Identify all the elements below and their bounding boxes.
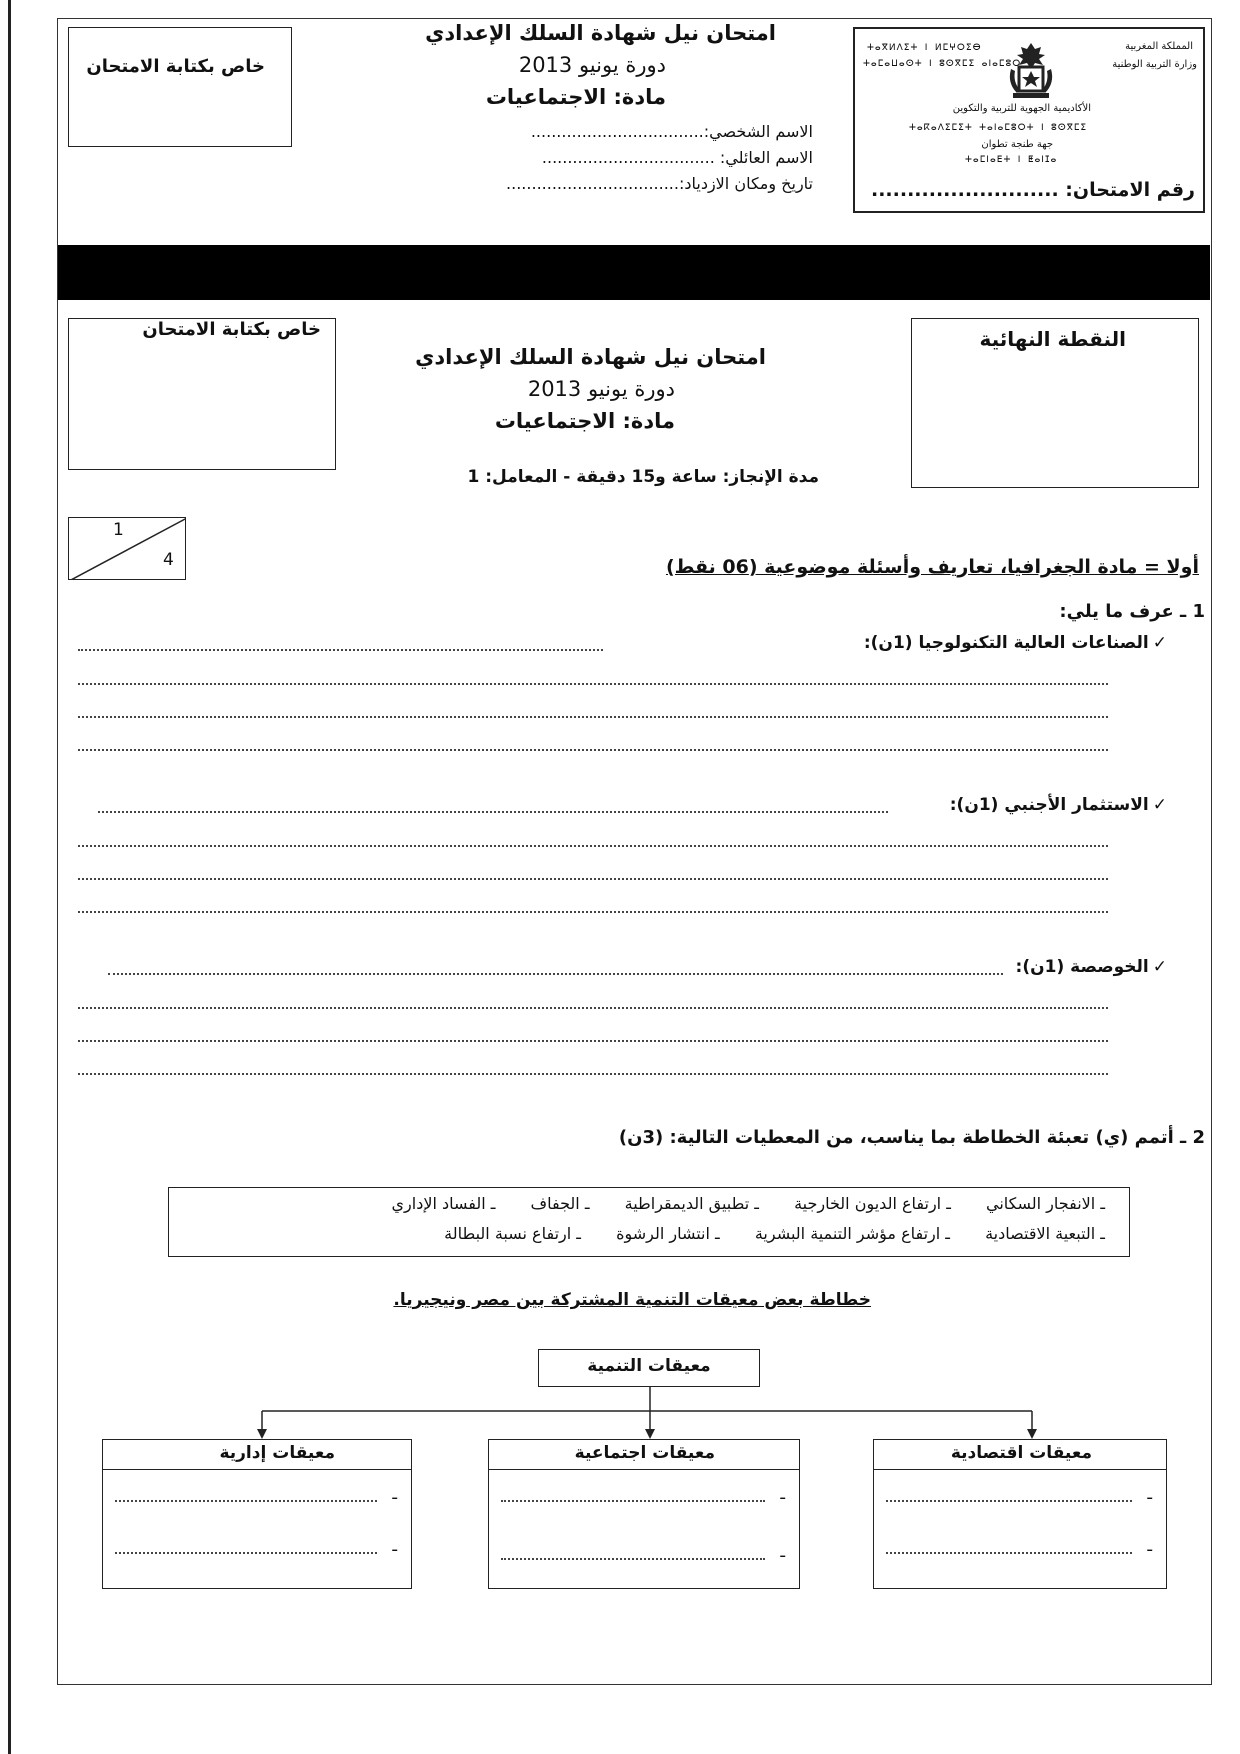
diagram-root-label: معيقات التنمية: [587, 1356, 711, 1376]
question-1-label: 1 ـ عرف ما يلي:: [1059, 601, 1205, 622]
option-item: ـ تطبيق الديمقراطية: [624, 1194, 759, 1213]
page-total: 4: [163, 550, 174, 570]
category-social-label: معيقات اجتماعية: [574, 1443, 715, 1463]
category-answer-line[interactable]: ـ: [886, 1538, 1152, 1558]
exam-subject-top: مادة: الاجتماعيات: [485, 85, 666, 109]
page-current: 1: [113, 520, 124, 540]
exam-subject-second: مادة: الاجتماعيات: [494, 409, 675, 433]
diagram-connectors: [58, 19, 1210, 1686]
exam-session-top: دورة يونيو 2013: [518, 53, 666, 77]
category-economic: [873, 1439, 1167, 1589]
first-name-field[interactable]: الاسم الشخصي:..................................: [530, 122, 813, 141]
option-item: ـ انتشار الرشوة: [616, 1224, 720, 1243]
category-answer-line[interactable]: ـ: [886, 1486, 1152, 1506]
category-answer-line[interactable]: ـ: [115, 1486, 397, 1506]
tifinagh-line-4: ⵜⴰⵎⵏⴰⴹⵜ ⵏ ⵟⴰⵏⵊⴰ: [965, 155, 1058, 165]
category-economic-label: معيقات اقتصادية: [950, 1443, 1092, 1463]
diagram-title: خطاطة بعض معيقات التنمية المشتركة بين مصر ونيجيريا.: [393, 1290, 871, 1310]
last-name-field[interactable]: الاسم العائلي: ..................................: [541, 148, 813, 167]
section-title: أولا = مادة الجغرافيا، تعاريف وأسئلة موضوعية (06 نقط): [665, 556, 1199, 578]
admin-label-second: خاص بكتابة الامتحان: [142, 319, 321, 340]
category-header: [874, 1440, 1166, 1470]
exam-session-second: دورة يونيو 2013: [527, 377, 675, 401]
exam-number-field[interactable]: رقم الامتحان: ..........................: [871, 179, 1195, 201]
final-grade-label: النقطة النهائية: [979, 327, 1126, 351]
category-answer-line[interactable]: ـ: [115, 1538, 397, 1558]
exam-title-top: امتحان نيل شهادة السلك الإعدادي: [425, 21, 776, 45]
option-item: ـ ارتفاع الديون الخارجية: [794, 1194, 951, 1213]
tifinagh-line-3: ⵜⴰⴽⴰⴷⵉⵎⵉⵜ ⵜⴰⵏⴰⵎⵓⵔⵜ ⵏ ⵓⵙⴳⵎⵉ: [909, 123, 1088, 133]
academy-label: الأكاديمية الجهوية للتربية والتكوين: [952, 103, 1091, 114]
tifinagh-line-2: ⵜⴰⵎⴰⵡⴰⵙⵜ ⵏ ⵓⵙⴳⵎⵉ ⴰⵏⴰⵎⵓⵔ: [863, 59, 1022, 69]
kingdom-label: المملكة المغربية: [1125, 41, 1193, 52]
category-administrative-label: معيقات إدارية: [219, 1443, 335, 1463]
check-icon: ✓: [1152, 795, 1167, 815]
term-foreign-investment-label: الاستثمار الأجنبي (1ن):: [949, 795, 1149, 815]
term-high-tech-label: الصناعات العالية التكنولوجيا (1ن):: [863, 633, 1149, 653]
option-item: ـ الفساد الإداري: [391, 1194, 496, 1213]
tifinagh-line-1: ⵜⴰⴳⵍⴷⵉⵜ ⵏ ⵍⵎⵖⵔⵉⴱ: [867, 43, 982, 53]
option-item: ـ الجفاف: [530, 1194, 590, 1213]
term-privatization-label: الخوصصة (1ن):: [1015, 957, 1149, 977]
ministry-label: وزارة التربية الوطنية: [1112, 59, 1197, 70]
exam-title-second: امتحان نيل شهادة السلك الإعدادي: [415, 345, 766, 369]
exam-sheet: [57, 18, 1212, 1685]
option-item: ـ ارتفاع مؤشر التنمية البشرية: [754, 1224, 950, 1243]
category-header: [103, 1440, 411, 1470]
page-margin-line: [8, 0, 11, 1754]
option-item: ـ ارتفاع نسبة البطالة: [444, 1224, 581, 1243]
check-icon: ✓: [1152, 957, 1167, 977]
category-header: [489, 1440, 799, 1470]
question-2-label: 2 ـ أتمم (ي) تعبئة الخطاطة بما يناسب، من المعطيات التالية: (3ن): [618, 1127, 1205, 1148]
birth-field[interactable]: تاريخ ومكان الازدياد:..................................: [506, 174, 813, 193]
admin-label-top: خاص بكتابة الامتحان: [86, 56, 265, 77]
duration-coefficient: مدة الإنجاز: ساعة و15 دقيقة - المعامل: 1: [467, 467, 819, 487]
category-answer-line[interactable]: ـ: [501, 1544, 785, 1564]
category-answer-line[interactable]: ـ: [501, 1486, 785, 1506]
region-label: جهة طنجة تطوان: [981, 139, 1053, 150]
category-administrative: [102, 1439, 412, 1589]
check-icon: ✓: [1152, 633, 1167, 653]
option-item: ـ الانفجار السكاني: [986, 1194, 1105, 1213]
category-social: [488, 1439, 800, 1589]
option-item: ـ التبعية الاقتصادية: [985, 1224, 1105, 1243]
